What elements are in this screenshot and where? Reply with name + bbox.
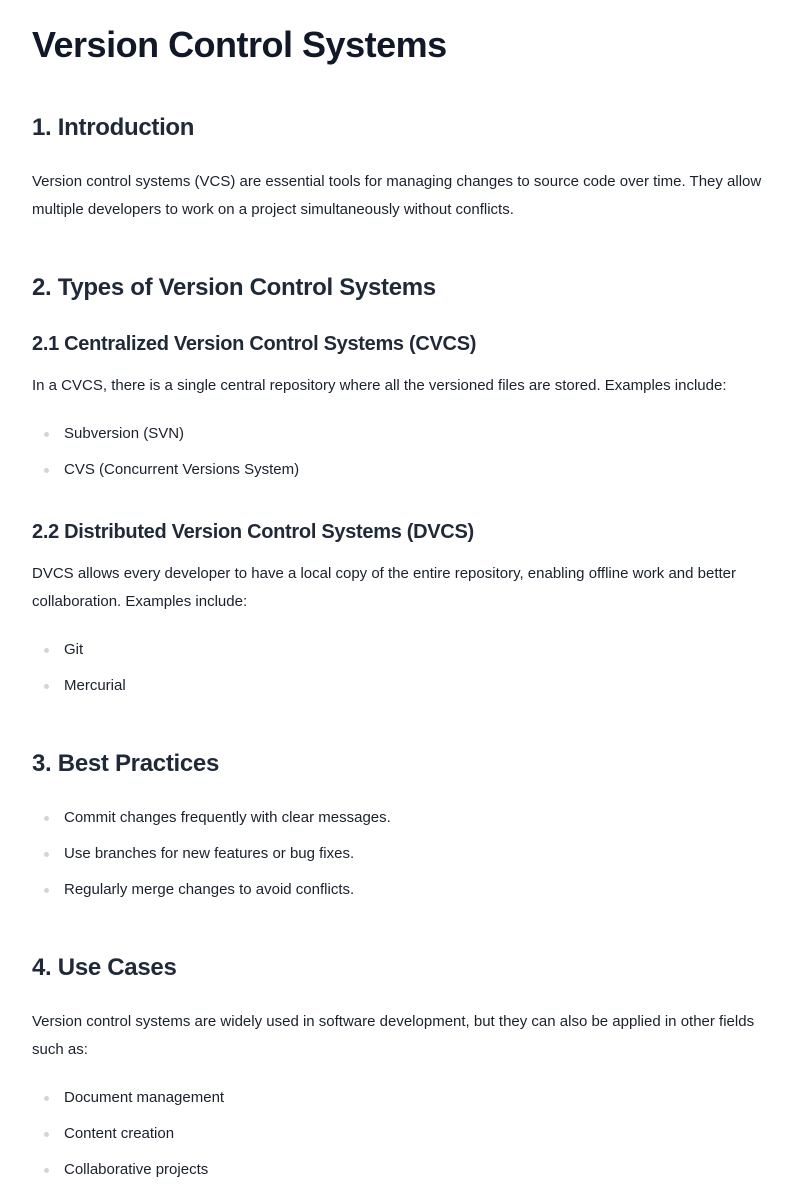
list-item: Subversion (SVN)	[32, 416, 299, 452]
list-item: Use branches for new features or bug fixes.	[32, 836, 391, 872]
list-item: Content creation	[32, 1116, 224, 1152]
list-item: Document management	[32, 1080, 224, 1116]
list-item: CVS (Concurrent Versions System)	[32, 452, 299, 488]
list-item: Regularly merge changes to avoid conflicts.	[32, 872, 391, 908]
list-item: Mercurial	[32, 668, 126, 704]
use-cases-list	[32, 1080, 224, 1188]
cvcs-examples-list	[32, 416, 299, 488]
list-item: Collaborative projects	[32, 1152, 224, 1188]
dvcs-paragraph: DVCS allows every developer to have a local copy of the entire repository, enabling offline work and better collaboration. Examples include:	[32, 565, 737, 610]
best-practices-list	[32, 800, 391, 908]
section-heading-types: 2. Types of Version Control Systems	[32, 274, 436, 301]
introduction-paragraph: Version control systems (VCS) are essential tools for managing changes to source code over time. They allow multiple developers to work on a project simultaneously without conflicts.	[32, 173, 762, 218]
section-heading-best-practices: 3. Best Practices	[32, 750, 220, 777]
subsection-heading-dvcs: 2.2 Distributed Version Control Systems (DVCS)	[32, 521, 474, 543]
section-heading-introduction: 1. Introduction	[32, 114, 195, 141]
dvcs-examples-list	[32, 632, 126, 704]
page-title: Version Control Systems	[32, 24, 447, 65]
use-cases-paragraph: Version control systems are widely used in software development, but they can also be applied in other fields such as:	[32, 1013, 755, 1058]
subsection-heading-cvcs: 2.1 Centralized Version Control Systems (CVCS)	[32, 333, 477, 355]
section-heading-use-cases: 4. Use Cases	[32, 954, 177, 981]
list-item: Commit changes frequently with clear messages.	[32, 800, 391, 836]
cvcs-paragraph: In a CVCS, there is a single central repository where all the versioned files are stored. Examples include:	[32, 377, 727, 394]
list-item: Git	[32, 632, 126, 668]
